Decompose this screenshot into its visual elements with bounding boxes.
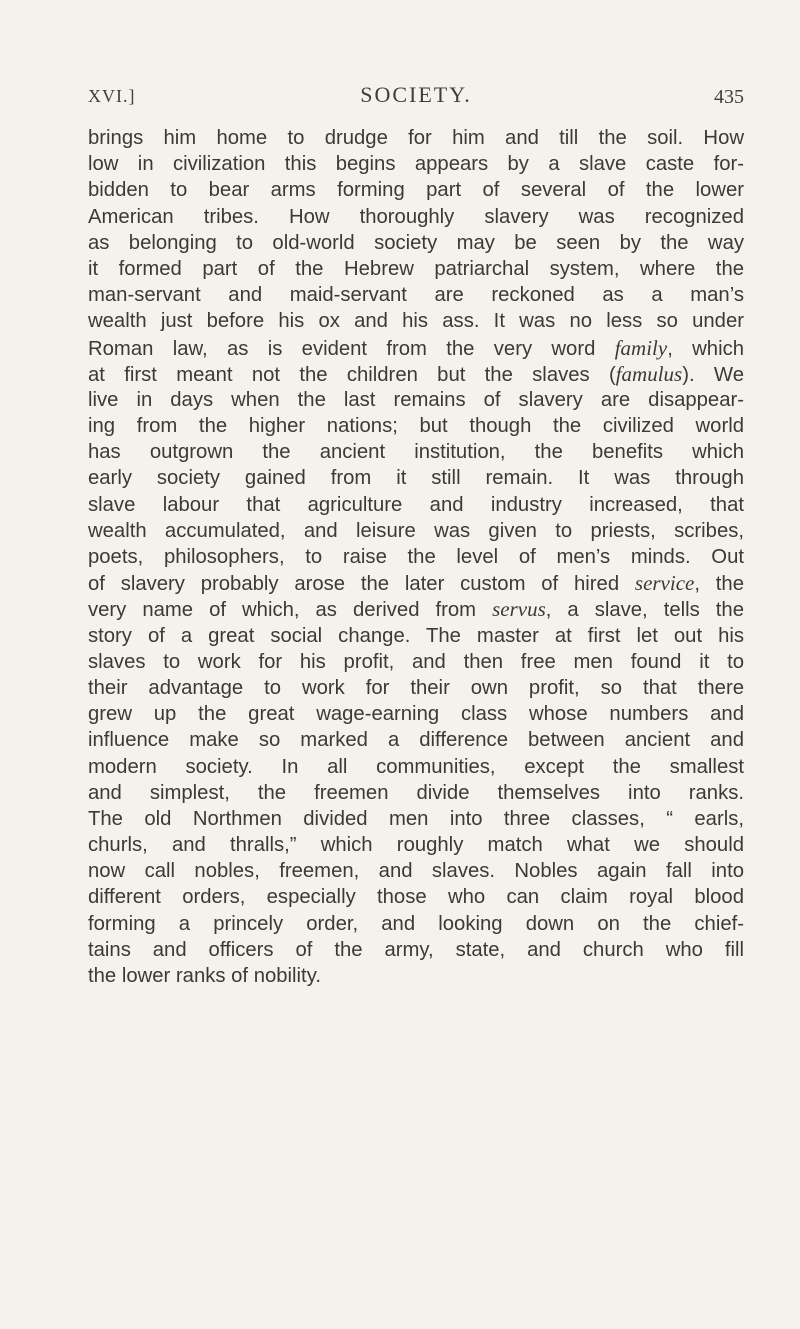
text-line — [88, 570, 744, 596]
page-number: 435 — [714, 86, 744, 108]
text-line — [88, 492, 744, 518]
text-line — [88, 282, 744, 308]
text-line — [88, 125, 744, 151]
text-line — [88, 832, 744, 858]
text-run: ing from the higher nations; but though the civilized world — [88, 415, 744, 438]
text-run: , the — [694, 573, 744, 596]
text-run: early society gained from it still remain. It was through — [88, 467, 744, 490]
text-run: their advantage to work for their own profit, so that there — [88, 676, 744, 699]
text-line — [88, 439, 744, 465]
text-line — [88, 727, 744, 753]
text-run: live in days when the last remains of slavery are disappear- — [88, 388, 744, 411]
text-line — [88, 858, 744, 884]
text-line — [88, 596, 744, 622]
italic-word: famulus — [615, 361, 683, 386]
text-line — [88, 806, 744, 832]
text-line — [88, 675, 744, 701]
text-run: wealth just before his ox and his ass. It was no less so under — [88, 310, 744, 333]
text-run: bidden to bear arms forming part of several of the lower — [88, 179, 744, 202]
text-line — [88, 911, 744, 937]
text-line — [88, 701, 744, 727]
text-run: , which — [667, 337, 744, 360]
text-line — [88, 544, 744, 570]
text-run: brings him home to drudge for him and till the soil. How — [88, 127, 744, 149]
text-run: man-servant and maid-servant are reckoned as a man’s — [88, 284, 744, 307]
text-line — [88, 465, 744, 491]
italic-word: service — [634, 571, 695, 596]
text-line — [88, 518, 744, 544]
chapter-number: XVI.] — [88, 86, 136, 106]
body-paragraph — [88, 125, 744, 989]
italic-word: family — [614, 335, 668, 360]
text-run: , a slave, tells the — [545, 599, 744, 622]
text-line — [88, 361, 744, 387]
text-run: slave labour that agriculture and industry increased, that — [88, 493, 744, 516]
text-run: has outgrown the ancient institution, the benefits which — [88, 441, 744, 464]
running-header — [88, 82, 744, 112]
text-run: at first meant not the children but the slaves ( — [88, 363, 616, 386]
text-run: the lower ranks of nobility. — [88, 965, 321, 987]
text-run: now call nobles, freemen, and slaves. Nobles again fall into — [88, 860, 744, 883]
text-run: churls, and thralls,” which roughly match what we should — [88, 834, 744, 857]
text-run: grew up the great wage-earning class whose numbers and — [88, 703, 744, 726]
text-run: modern society. In all communities, except the smallest — [88, 755, 744, 778]
text-line — [88, 884, 744, 910]
text-run: different orders, especially those who can claim royal blood — [88, 886, 744, 909]
text-line — [88, 308, 744, 334]
text-line — [88, 937, 744, 963]
text-run: ). We — [682, 363, 744, 386]
text-line — [88, 387, 744, 413]
italic-word: servus — [492, 597, 546, 622]
text-run: low in civilization this begins appears by a slave caste for- — [88, 153, 744, 176]
text-line — [88, 963, 744, 989]
text-run: forming a princely order, and looking down on the chief- — [88, 912, 744, 935]
text-run: very name of which, as derived from — [88, 599, 493, 622]
text-line — [88, 256, 744, 282]
text-run: as belonging to old-world society may be seen by the way — [88, 231, 744, 254]
text-run: influence make so marked a difference between ancient and — [88, 729, 744, 752]
text-line — [88, 413, 744, 439]
text-run: and simplest, the freemen divide themselves into ranks. — [88, 781, 744, 804]
text-line — [88, 335, 744, 361]
text-line — [88, 754, 744, 780]
running-title: SOCIETY. — [360, 82, 472, 107]
text-line — [88, 230, 744, 256]
text-line — [88, 177, 744, 203]
text-line — [88, 204, 744, 230]
text-line — [88, 151, 744, 177]
text-run: story of a great social change. The master at first let out his — [88, 624, 744, 647]
text-run: American tribes. How thoroughly slavery was recognized — [88, 205, 744, 228]
text-run: of slavery probably arose the later custom of hired — [88, 573, 635, 596]
text-run: poets, philosophers, to raise the level of men’s minds. Out — [88, 546, 744, 568]
text-line — [88, 649, 744, 675]
text-run: slaves to work for his profit, and then free men found it to — [88, 650, 744, 673]
text-line — [88, 623, 744, 649]
text-run: The old Northmen divided men into three classes, “ earls, — [88, 807, 744, 830]
text-run: tains and officers of the army, state, and church who fill — [88, 938, 744, 961]
text-run: it formed part of the Hebrew patriarchal system, where the — [88, 257, 744, 280]
text-line — [88, 780, 744, 806]
text-run: Roman law, as is evident from the very word — [88, 337, 615, 360]
text-run: wealth accumulated, and leisure was given to priests, scribes, — [88, 519, 744, 542]
